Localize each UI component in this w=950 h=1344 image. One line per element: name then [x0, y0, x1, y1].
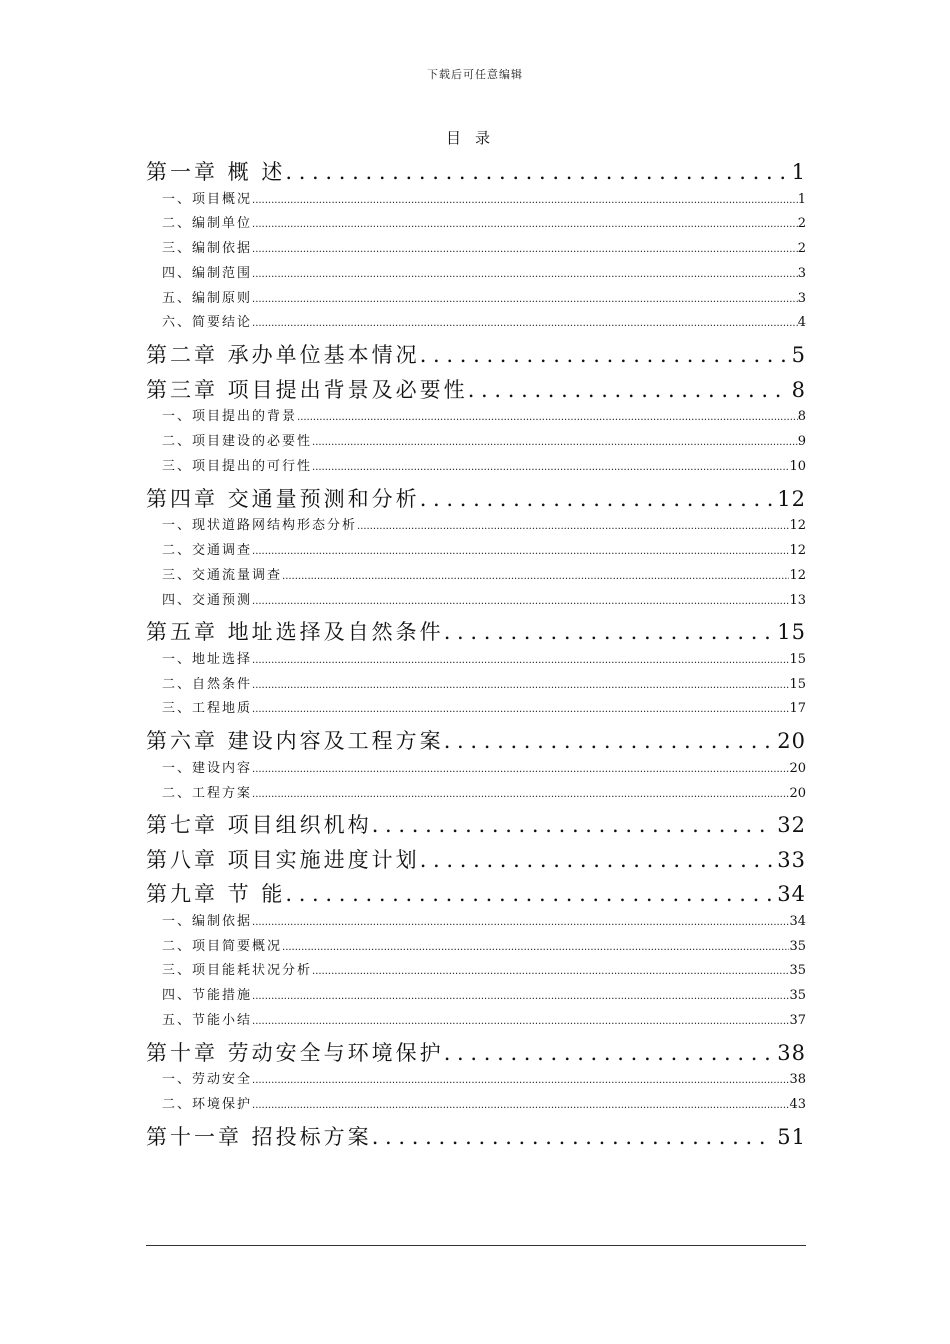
dot-leader: [297, 402, 798, 427]
toc-chapter-entry[interactable]: [146, 150, 806, 185]
toc-entry-label: 二、项目建设的必要性: [162, 434, 313, 450]
toc-section-entry[interactable]: [146, 694, 806, 719]
toc-entry-label: 三、交通流量调查: [162, 567, 283, 583]
toc-section-entry[interactable]: [146, 1006, 806, 1031]
dot-leader: [252, 981, 789, 1006]
toc-section-entry[interactable]: [146, 284, 806, 309]
toc-entry-page-number: 12: [789, 567, 806, 583]
toc-section-entry[interactable]: [146, 259, 806, 284]
toc-section-entry[interactable]: [146, 1090, 806, 1115]
toc-section-entry[interactable]: [146, 234, 806, 259]
dot-leader: [252, 779, 789, 804]
toc-entry-label: 第五章 地址选择及自然条件: [146, 620, 444, 645]
toc-section-entry[interactable]: [146, 209, 806, 234]
dot-leader: [252, 1006, 789, 1031]
toc-entry-label: 三、项目提出的可行性: [162, 458, 313, 474]
toc-chapter-entry[interactable]: [146, 1115, 806, 1150]
toc-entry-label: 二、环境保护: [162, 1097, 253, 1113]
toc-entry-page-number: 34: [789, 913, 806, 929]
toc-entry-page-number: 37: [789, 1013, 806, 1029]
dot-leader: [312, 452, 789, 477]
toc-entry-page-number: 4: [797, 315, 806, 331]
dot-leader: [252, 645, 789, 670]
toc-section-entry[interactable]: [146, 308, 806, 333]
toc-entry-label: 五、编制原则: [162, 290, 253, 306]
toc-chapter-entry[interactable]: [146, 1031, 806, 1066]
dot-leader: [252, 1090, 789, 1115]
toc-entry-label: 六、简要结论: [162, 315, 253, 331]
dot-leader: [252, 694, 789, 719]
dot-leader: [252, 259, 798, 284]
toc-entry-page-number: 35: [789, 963, 806, 979]
toc-entry-page-number: 33: [777, 847, 806, 872]
toc-entry-label: 四、节能措施: [162, 988, 253, 1004]
toc-section-entry[interactable]: [146, 586, 806, 611]
toc-section-entry[interactable]: [146, 932, 806, 957]
dot-leader: [312, 956, 789, 981]
toc-chapter-entry[interactable]: [146, 610, 806, 645]
dot-leader: [372, 1115, 774, 1150]
toc-entry-page-number: 8: [791, 377, 806, 402]
toc-section-entry[interactable]: [146, 1065, 806, 1090]
toc-entry-label: 一、建设内容: [162, 760, 253, 776]
toc-section-entry[interactable]: [146, 511, 806, 536]
dot-leader: [282, 561, 789, 586]
toc-entry-page-number: 15: [789, 676, 806, 692]
toc-entry-label: 二、交通调查: [162, 542, 253, 558]
dot-leader: [285, 150, 787, 185]
toc-entry-page-number: 34: [777, 882, 806, 907]
toc-chapter-entry[interactable]: [146, 368, 806, 403]
dot-leader: [252, 209, 798, 234]
toc-entry-page-number: 12: [789, 518, 806, 534]
toc-entry-label: 第四章 交通量预测和分析: [146, 486, 420, 511]
table-of-contents: [146, 150, 806, 1149]
toc-entry-label: 二、编制单位: [162, 216, 253, 232]
toc-entry-label: 第十一章 招投标方案: [146, 1124, 372, 1149]
toc-entry-label: 三、工程地质: [162, 701, 253, 717]
toc-entry-label: 第二章 承办单位基本情况: [146, 343, 420, 368]
dot-leader: [420, 477, 774, 512]
toc-entry-page-number: 3: [797, 290, 806, 306]
toc-entry-page-number: 32: [777, 813, 806, 838]
toc-section-entry[interactable]: [146, 645, 806, 670]
toc-entry-label: 三、项目能耗状况分析: [162, 963, 313, 979]
dot-leader: [468, 368, 788, 403]
toc-entry-label: 一、劳动安全: [162, 1072, 253, 1088]
toc-chapter-entry[interactable]: [146, 803, 806, 838]
toc-entry-page-number: 20: [789, 760, 806, 776]
toc-entry-label: 一、现状道路网结构形态分析: [162, 518, 358, 534]
toc-section-entry[interactable]: [146, 185, 806, 210]
toc-section-entry[interactable]: [146, 907, 806, 932]
toc-title: 目录: [445, 129, 504, 147]
toc-entry-page-number: 20: [777, 729, 806, 754]
toc-entry-label: 第八章 项目实施进度计划: [146, 847, 420, 872]
dot-leader: [444, 610, 774, 645]
dot-leader: [420, 838, 774, 873]
toc-entry-page-number: 12: [789, 542, 806, 558]
dot-leader: [285, 872, 773, 907]
dot-leader: [252, 284, 798, 309]
toc-chapter-entry[interactable]: [146, 719, 806, 754]
dot-leader: [357, 511, 789, 536]
toc-entry-label: 第九章 节 能: [146, 882, 286, 907]
toc-entry-label: 一、编制依据: [162, 913, 253, 929]
toc-entry-label: 第三章 项目提出背景及必要性: [146, 377, 468, 402]
dot-leader: [420, 333, 788, 368]
toc-entry-page-number: 43: [789, 1097, 806, 1113]
toc-entry-page-number: 12: [777, 486, 806, 511]
dot-leader: [252, 1065, 789, 1090]
toc-entry-page-number: 9: [797, 434, 806, 450]
dot-leader: [372, 803, 774, 838]
toc-section-entry[interactable]: [146, 561, 806, 586]
toc-entry-page-number: 10: [789, 458, 806, 474]
toc-section-entry[interactable]: [146, 427, 806, 452]
toc-entry-label: 二、自然条件: [162, 676, 253, 692]
dot-leader: [252, 754, 789, 779]
dot-leader: [312, 427, 798, 452]
toc-entry-label: 二、项目简要概况: [162, 938, 283, 954]
toc-entry-page-number: 1: [797, 191, 806, 207]
toc-entry-page-number: 1: [791, 160, 806, 184]
toc-section-entry[interactable]: [146, 956, 806, 981]
dot-leader: [252, 907, 789, 932]
toc-section-entry[interactable]: [146, 981, 806, 1006]
page-header: 下载后可任意编辑: [427, 68, 523, 81]
toc-section-entry[interactable]: [146, 779, 806, 804]
toc-section-entry[interactable]: [146, 452, 806, 477]
toc-section-entry[interactable]: [146, 536, 806, 561]
toc-section-entry[interactable]: [146, 754, 806, 779]
toc-entry-label: 二、工程方案: [162, 785, 253, 801]
toc-entry-label: 第七章 项目组织机构: [146, 813, 372, 838]
toc-chapter-entry[interactable]: [146, 872, 806, 907]
toc-entry-page-number: 35: [789, 988, 806, 1004]
toc-entry-page-number: 8: [797, 409, 806, 425]
toc-entry-label: 四、编制范围: [162, 265, 253, 281]
toc-entry-page-number: 38: [789, 1072, 806, 1088]
toc-entry-label: 一、项目概况: [162, 191, 253, 207]
toc-entry-label: 五、节能小结: [162, 1013, 253, 1029]
dot-leader: [282, 932, 789, 957]
toc-entry-page-number: 2: [797, 216, 806, 232]
toc-chapter-entry[interactable]: [146, 477, 806, 512]
dot-leader: [252, 234, 798, 259]
toc-section-entry[interactable]: [146, 402, 806, 427]
toc-entry-label: 四、交通预测: [162, 592, 253, 608]
toc-entry-page-number: 3: [797, 265, 806, 281]
toc-entry-page-number: 17: [789, 701, 806, 717]
toc-entry-label: 第六章 建设内容及工程方案: [146, 729, 444, 754]
dot-leader: [252, 670, 789, 695]
toc-entry-page-number: 38: [777, 1040, 806, 1065]
footer-rule: [146, 1245, 806, 1246]
toc-entry-page-number: 13: [789, 592, 806, 608]
toc-entry-label: 第一章 概 述: [146, 160, 286, 184]
dot-leader: [444, 1031, 774, 1066]
toc-entry-label: 一、地址选择: [162, 651, 253, 667]
toc-chapter-entry[interactable]: [146, 838, 806, 873]
toc-entry-page-number: 35: [789, 938, 806, 954]
toc-entry-page-number: 5: [791, 343, 806, 368]
toc-entry-page-number: 15: [777, 620, 806, 645]
toc-entry-page-number: 2: [797, 241, 806, 257]
toc-entry-label: 第十章 劳动安全与环境保护: [146, 1040, 444, 1065]
dot-leader: [252, 185, 798, 210]
dot-leader: [252, 586, 789, 611]
toc-entry-label: 三、编制依据: [162, 241, 253, 257]
toc-chapter-entry[interactable]: [146, 333, 806, 368]
toc-entry-page-number: 20: [789, 785, 806, 801]
toc-entry-label: 一、项目提出的背景: [162, 409, 298, 425]
dot-leader: [252, 308, 798, 333]
toc-section-entry[interactable]: [146, 670, 806, 695]
dot-leader: [444, 719, 774, 754]
toc-entry-page-number: 15: [789, 651, 806, 667]
toc-entry-page-number: 51: [777, 1124, 806, 1149]
dot-leader: [252, 536, 789, 561]
